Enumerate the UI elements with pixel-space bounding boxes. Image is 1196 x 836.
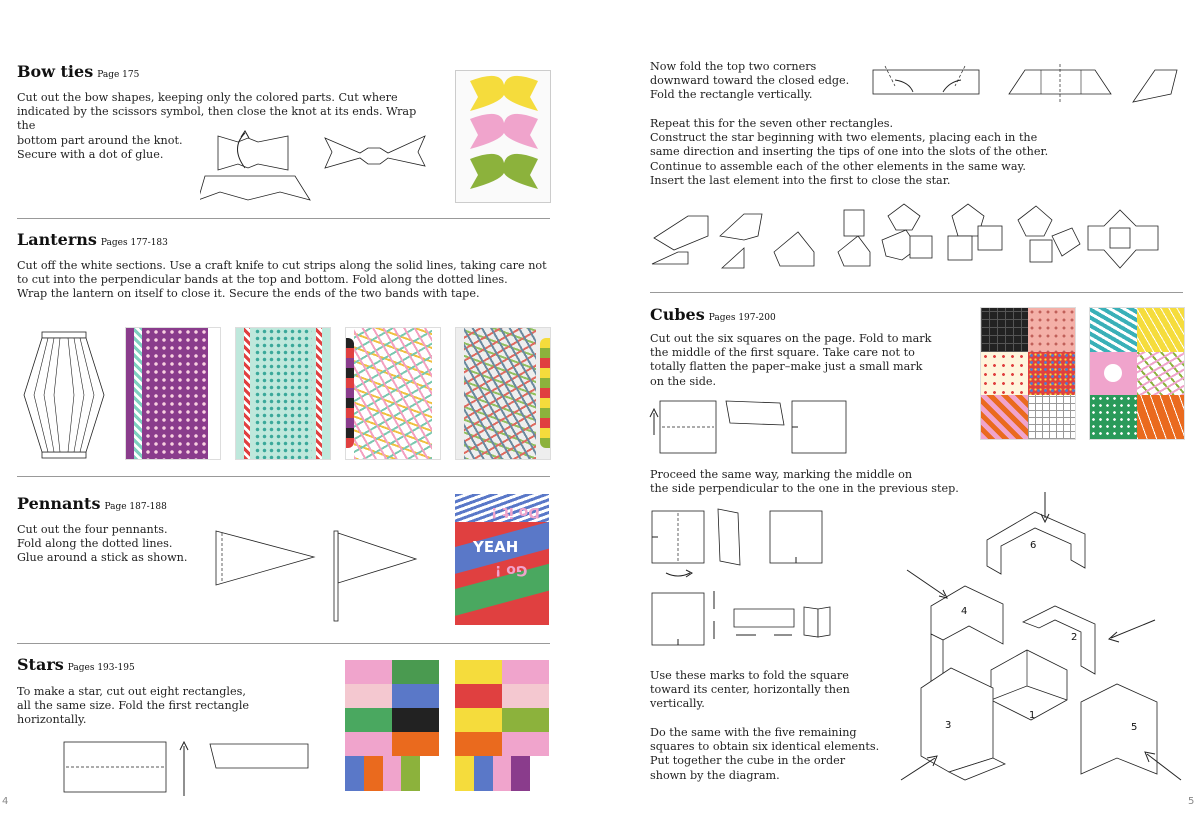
divider-4	[650, 292, 1183, 293]
star-fold-diagram	[60, 738, 310, 798]
stars-cont-text-2: Repeat this for the seven other rectangles. Construct the star beginning with two elements, placing each in the same direction and inserting the tips of one into the slots of the other. Continue to assemble each of the other elements in the same way. Insert the last element into the first to close the star.	[650, 117, 1049, 187]
lantern-sheet-grey-leaves	[455, 327, 551, 460]
lantern-sheet-purple	[125, 327, 221, 460]
cubes-instructions-1: Cut out the six squares on the page. Fold to mark the middle of the first square. Take care not to totally flatten the paper–make just a small mark on the side.	[650, 332, 932, 388]
stars-heading: Stars Pages 193-195	[17, 655, 135, 674]
stars-page-ref: Pages 193-195	[67, 663, 135, 673]
bowties-heading: Bow ties Page 175	[17, 62, 140, 81]
lantern-sheet-leaves	[345, 327, 441, 460]
star-assembly-diagram	[648, 196, 1188, 278]
cube-label-1: 1	[1029, 710, 1036, 721]
pennants-heading: Pennants Page 187-188	[17, 494, 167, 513]
divider-1	[17, 218, 550, 219]
star-sheet-2	[455, 660, 549, 791]
page-number-left: 4	[2, 796, 9, 807]
stars-instructions: To make a star, cut out eight rectangles, all the same size. Fold the first rectangle horizontally.	[17, 685, 250, 727]
lanterns-page-ref: Pages 177-183	[100, 238, 168, 248]
pennant-text-1: Do it !	[491, 504, 540, 520]
cubes-heading: Cubes Pages 197-200	[650, 305, 776, 324]
cube-fold-steps-diagram	[648, 505, 848, 655]
cube-label-3: 3	[945, 720, 952, 731]
lanterns-instructions: Cut off the white sections. Use a craft knife to cut strips along the solid lines, taking care not to cut into the perpendicular bands at the top and bottom. Fold along the dotted lines. Wrap the lantern on itself to close it. Secure the ends of the two bands with tape.	[17, 259, 547, 301]
bowties-instructions: Cut out the bow shapes, keeping only the colored parts. Cut where indicated by the scissors symbol, then close the knot at its ends. Wrap the bottom part around the knot. Secure with a dot of glue.	[17, 91, 417, 161]
lanterns-heading: Lanterns Pages 177-183	[17, 230, 168, 249]
cube-label-4: 4	[961, 606, 968, 617]
pennant-text-2: YEAH	[473, 538, 519, 556]
bowtie-diagram	[200, 128, 440, 208]
star-sheet-1	[345, 660, 439, 791]
cubes-instructions-4: Do the same with the five remaining squares to obtain six identical elements. Put together the cube in the order shown by the diagram.	[650, 726, 880, 782]
bowtie-template-sheet	[455, 70, 551, 203]
pennant-diagram	[210, 525, 430, 625]
divider-3	[17, 643, 550, 644]
lantern-diagram	[20, 330, 110, 460]
lantern-sheet-teal	[235, 327, 331, 460]
star-corner-fold-diagram	[865, 58, 1185, 108]
stars-cont-text-1: Now fold the top two corners downward toward the closed edge. Fold the rectangle vertically.	[650, 60, 850, 102]
cube-label-5: 5	[1131, 722, 1138, 733]
cube-label-6: 6	[1030, 540, 1037, 551]
bowtie-template-shapes	[456, 71, 550, 202]
pennants-instructions: Cut out the four pennants. Fold along the dotted lines. Glue around a stick as shown.	[17, 523, 188, 565]
divider-2	[17, 476, 550, 477]
page-number-right: 5	[1188, 796, 1195, 807]
cube-sheet-2	[1089, 307, 1185, 440]
cubes-page-ref: Pages 197-200	[708, 313, 776, 323]
cube-sheet-1	[980, 307, 1076, 440]
cubes-instructions-2: Proceed the same way, marking the middle on the side perpendicular to the one in the previous step.	[650, 468, 959, 496]
cube-assembly-diagram	[895, 488, 1190, 808]
cubes-instructions-3: Use these marks to fold the square toward its center, horizontally then vertically.	[650, 669, 850, 711]
pennant-template-sheet	[455, 494, 549, 625]
cube-mark-diagram	[648, 395, 858, 459]
pennant-text-3: Go !	[495, 562, 528, 578]
pennants-page-ref: Page 187-188	[104, 502, 167, 512]
bowties-page-ref: Page 175	[97, 70, 140, 80]
cube-label-2: 2	[1071, 632, 1078, 643]
